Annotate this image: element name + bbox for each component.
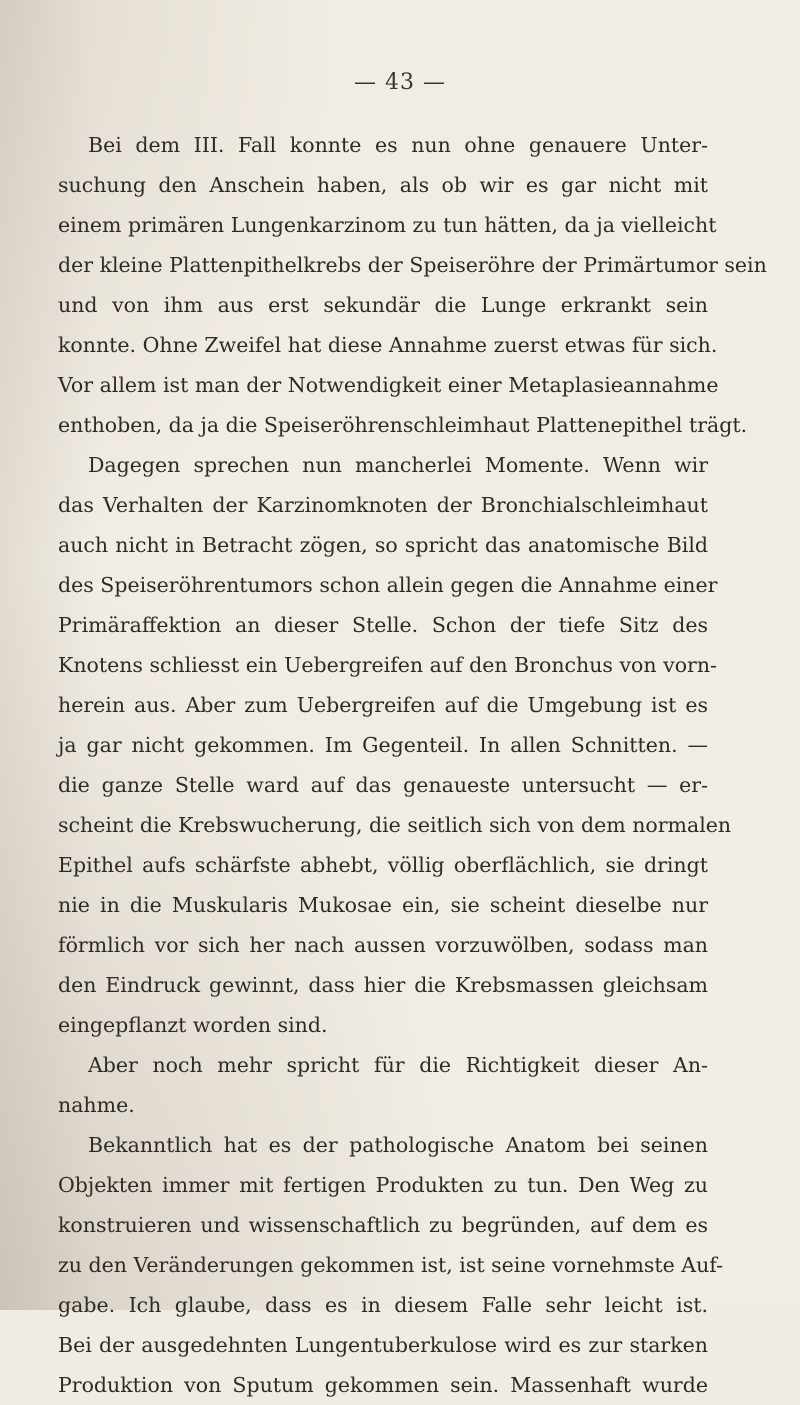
text-line: Bei der ausgedehnten Lungentuberkulose wird es zur starken xyxy=(58,1333,708,1357)
text-line: nahme. xyxy=(58,1093,135,1117)
text-line: Bei dem III. Fall konnte es nun ohne genauere Unter- xyxy=(88,133,708,157)
text-line: der kleine Plattenpithelkrebs der Speiseröhre der Primärtumor sein xyxy=(58,253,767,277)
page-number: — 43 — xyxy=(354,70,446,95)
text-line: und von ihm aus erst sekundär die Lunge erkrankt sein xyxy=(58,293,708,317)
text-line: eingepflanzt worden sind. xyxy=(58,1013,328,1037)
text-line: einem primären Lungenkarzinom zu tun hätten, da ja vielleicht xyxy=(58,213,717,237)
text-line: enthoben, da ja die Speiseröhrenschleimhaut Plattenepithel trägt. xyxy=(58,413,748,437)
text-line: Bekanntlich hat es der pathologische Anatom bei seinen xyxy=(88,1133,708,1157)
text-line: Epithel aufs schärfste abhebt, völlig oberflächlich, sie dringt xyxy=(58,853,708,877)
text-line: ja gar nicht gekommen. Im Gegenteil. In allen Schnitten. — xyxy=(58,733,708,757)
text-line: Knotens schliesst ein Uebergreifen auf den Bronchus von vorn- xyxy=(58,653,717,677)
text-line: herein aus. Aber zum Uebergreifen auf die Umgebung ist es xyxy=(58,693,708,717)
text-line: auch nicht in Betracht zögen, so spricht das anatomische Bild xyxy=(58,533,708,557)
text-line: zu den Veränderungen gekommen ist, ist seine vornehmste Auf- xyxy=(58,1253,724,1277)
text-line: die ganze Stelle ward auf das genaueste untersucht — er- xyxy=(58,773,708,797)
text-line: förmlich vor sich her nach aussen vorzuwölben, sodass man xyxy=(58,933,708,957)
text-line: Vor allem ist man der Notwendigkeit einer Metaplasieannahme xyxy=(58,373,719,397)
text-line: den Eindruck gewinnt, dass hier die Krebsmassen gleichsam xyxy=(58,973,708,997)
text-line: suchung den Anschein haben, als ob wir es gar nicht mit xyxy=(58,173,708,197)
text-line: des Speiseröhrentumors schon allein gegen die Annahme einer xyxy=(58,573,718,597)
text-line: Objekten immer mit fertigen Produkten zu tun. Den Weg zu xyxy=(58,1173,708,1197)
text-line: Produktion von Sputum gekommen sein. Massenhaft wurde xyxy=(58,1373,708,1397)
text-line: konstruieren und wissenschaftlich zu begründen, auf dem es xyxy=(58,1213,708,1237)
text-line: nie in die Muskularis Mukosae ein, sie scheint dieselbe nur xyxy=(58,893,708,917)
text-line: Dagegen sprechen nun mancherlei Momente. Wenn wir xyxy=(88,453,708,477)
text-line: scheint die Krebswucherung, die seitlich sich von dem normalen xyxy=(58,813,732,837)
text-line: das Verhalten der Karzinomknoten der Bronchialschleimhaut xyxy=(58,493,708,517)
text-line: gabe. Ich glaube, dass es in diesem Falle sehr leicht ist. xyxy=(58,1293,708,1317)
text-line: Aber noch mehr spricht für die Richtigkeit dieser An- xyxy=(88,1053,708,1077)
text-line: konnte. Ohne Zweifel hat diese Annahme zuerst etwas für sich. xyxy=(58,333,718,357)
text-line: Primäraffektion an dieser Stelle. Schon der tiefe Sitz des xyxy=(58,613,708,637)
body-text xyxy=(58,125,767,1405)
